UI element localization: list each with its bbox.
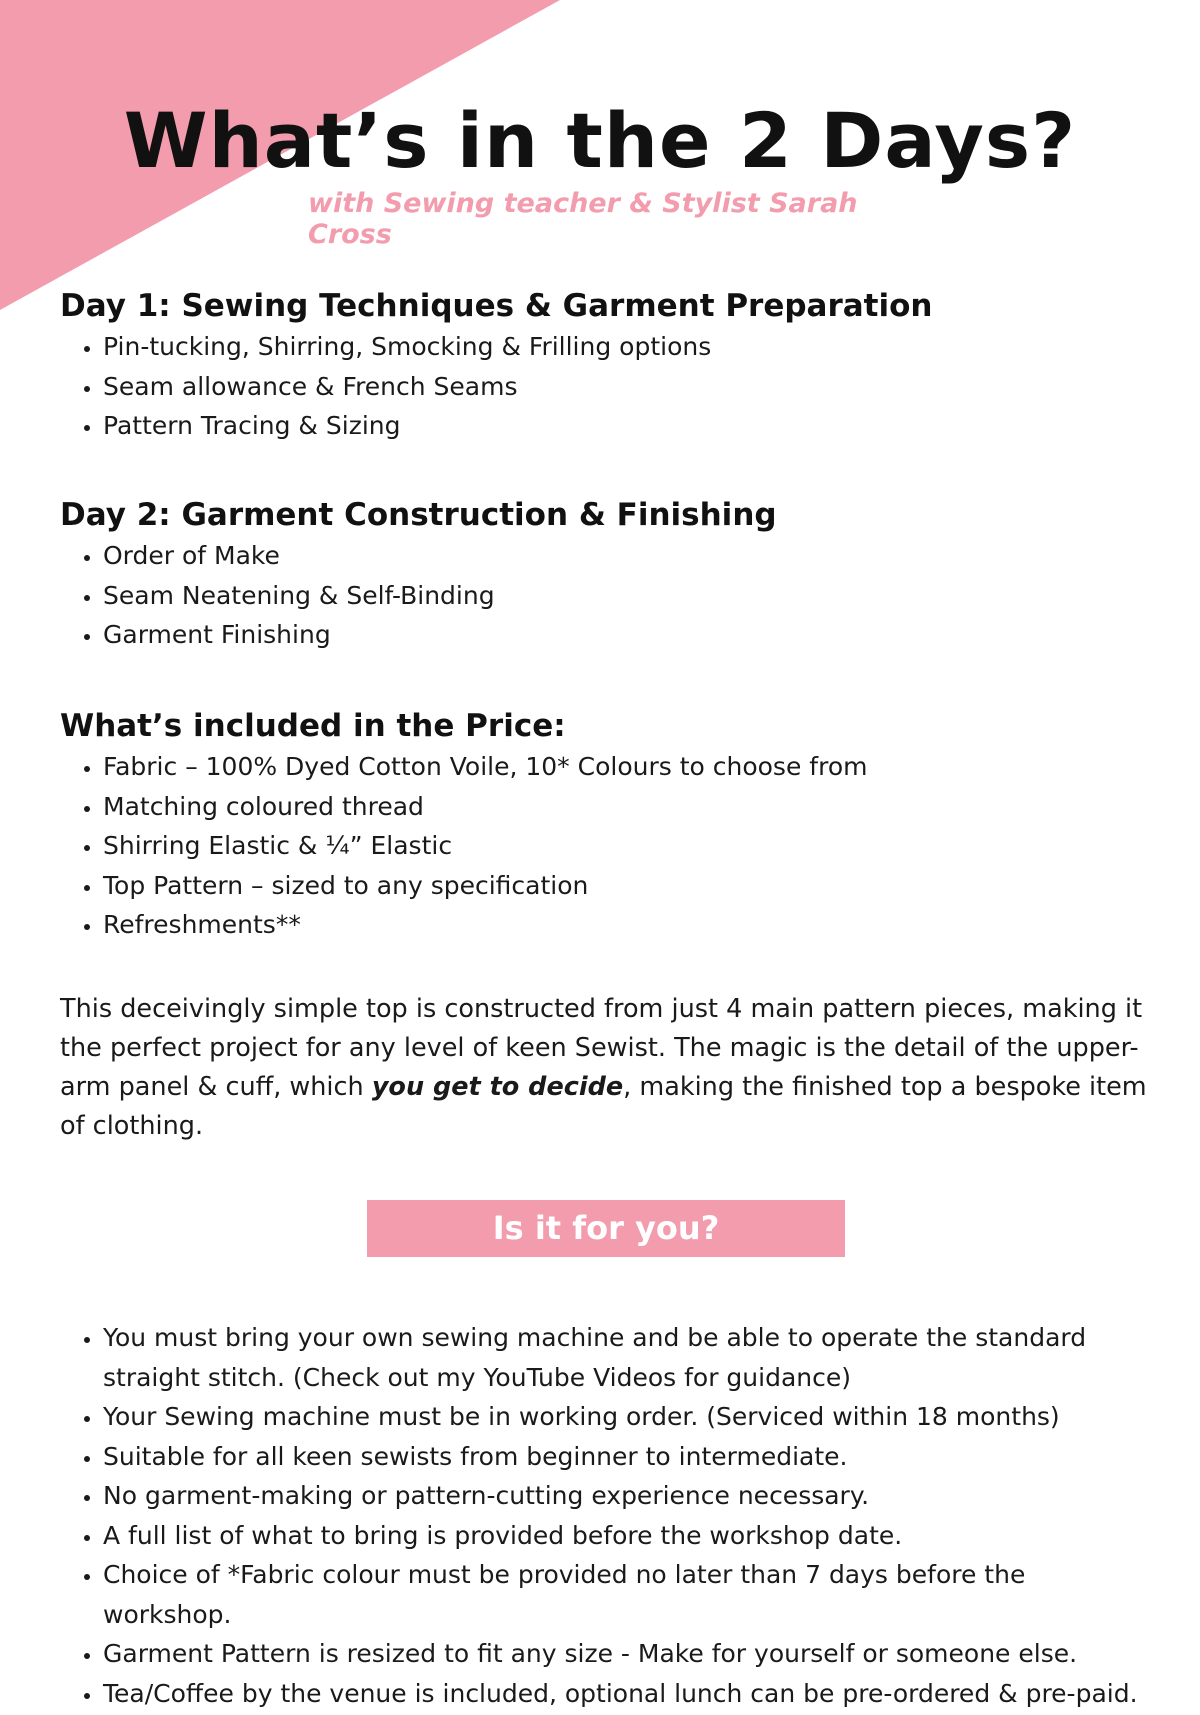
for-you-section [60, 1318, 1160, 1713]
for-you-list [60, 1318, 1160, 1713]
list-item: • Order of Make [103, 536, 1160, 576]
included-heading: What’s included in the Price: [60, 708, 566, 744]
list-item: • You must bring your own sewing machine and be able to operate the standard straight stitch. (Check out my YouTube Videos for guidance) [103, 1318, 1160, 1397]
list-item: • Seam Neatening & Self-Binding [103, 576, 1160, 616]
description-text-end: , making the finished top a bespoke item of clothing. [60, 1072, 1147, 1141]
description-paragraph [60, 990, 1160, 1146]
list-item: • Seam allowance & French Seams [103, 367, 1160, 407]
list-item: • Your Sewing machine must be in working order. (Serviced within 18 months) [103, 1397, 1160, 1437]
list-item: • Choice of *Fabric colour must be provided no later than 7 days before the workshop. [103, 1555, 1160, 1634]
page-title: What’s in the 2 Days? [123, 96, 1077, 185]
list-item: • No garment-making or pattern-cutting experience necessary. [103, 1476, 1160, 1516]
list-item: • Shirring Elastic & ¼” Elastic [103, 826, 1160, 866]
day2-list [60, 536, 1160, 655]
list-item: • A full list of what to bring is provided before the workshop date. [103, 1516, 1160, 1556]
list-item: • Garment Pattern is resized to fit any size - Make for yourself or someone else. [103, 1634, 1160, 1674]
is-it-for-you-banner: Is it for you? [367, 1200, 845, 1257]
list-item: • Pin-tucking, Shirring, Smocking & Frilling options [103, 327, 1160, 367]
list-item: • Garment Finishing [103, 615, 1160, 655]
day2-section [60, 494, 1160, 655]
day1-section [60, 285, 1160, 446]
day2-heading: Day 2: Garment Construction & Finishing [60, 497, 777, 533]
list-item: • Pattern Tracing & Sizing [103, 406, 1160, 446]
list-item: • Top Pattern – sized to any specification [103, 866, 1160, 906]
included-section [60, 705, 1160, 945]
list-item: • Suitable for all keen sewists from beginner to intermediate. [103, 1437, 1160, 1477]
day1-list [60, 327, 1160, 446]
included-list [60, 747, 1160, 945]
list-item: • Refreshments** [103, 905, 1160, 945]
list-item: • Matching coloured thread [103, 787, 1160, 827]
list-item: • Fabric – 100% Dyed Cotton Voile, 10* Colours to choose from [103, 747, 1160, 787]
description-emphasis: you get to decide [371, 1072, 624, 1102]
page-subtitle: with Sewing teacher & Stylist Sarah Cross [308, 188, 858, 250]
description-text: This deceivingly simple top is constructed from just 4 main pattern pieces, making it the perfect project for any level of keen Sewist. The magic is the detail of the upper-arm panel & cuff, which [60, 994, 1143, 1102]
day1-heading: Day 1: Sewing Techniques & Garment Preparation [60, 288, 933, 324]
list-item: • Tea/Coffee by the venue is included, optional lunch can be pre-ordered & pre-paid. [103, 1674, 1160, 1714]
